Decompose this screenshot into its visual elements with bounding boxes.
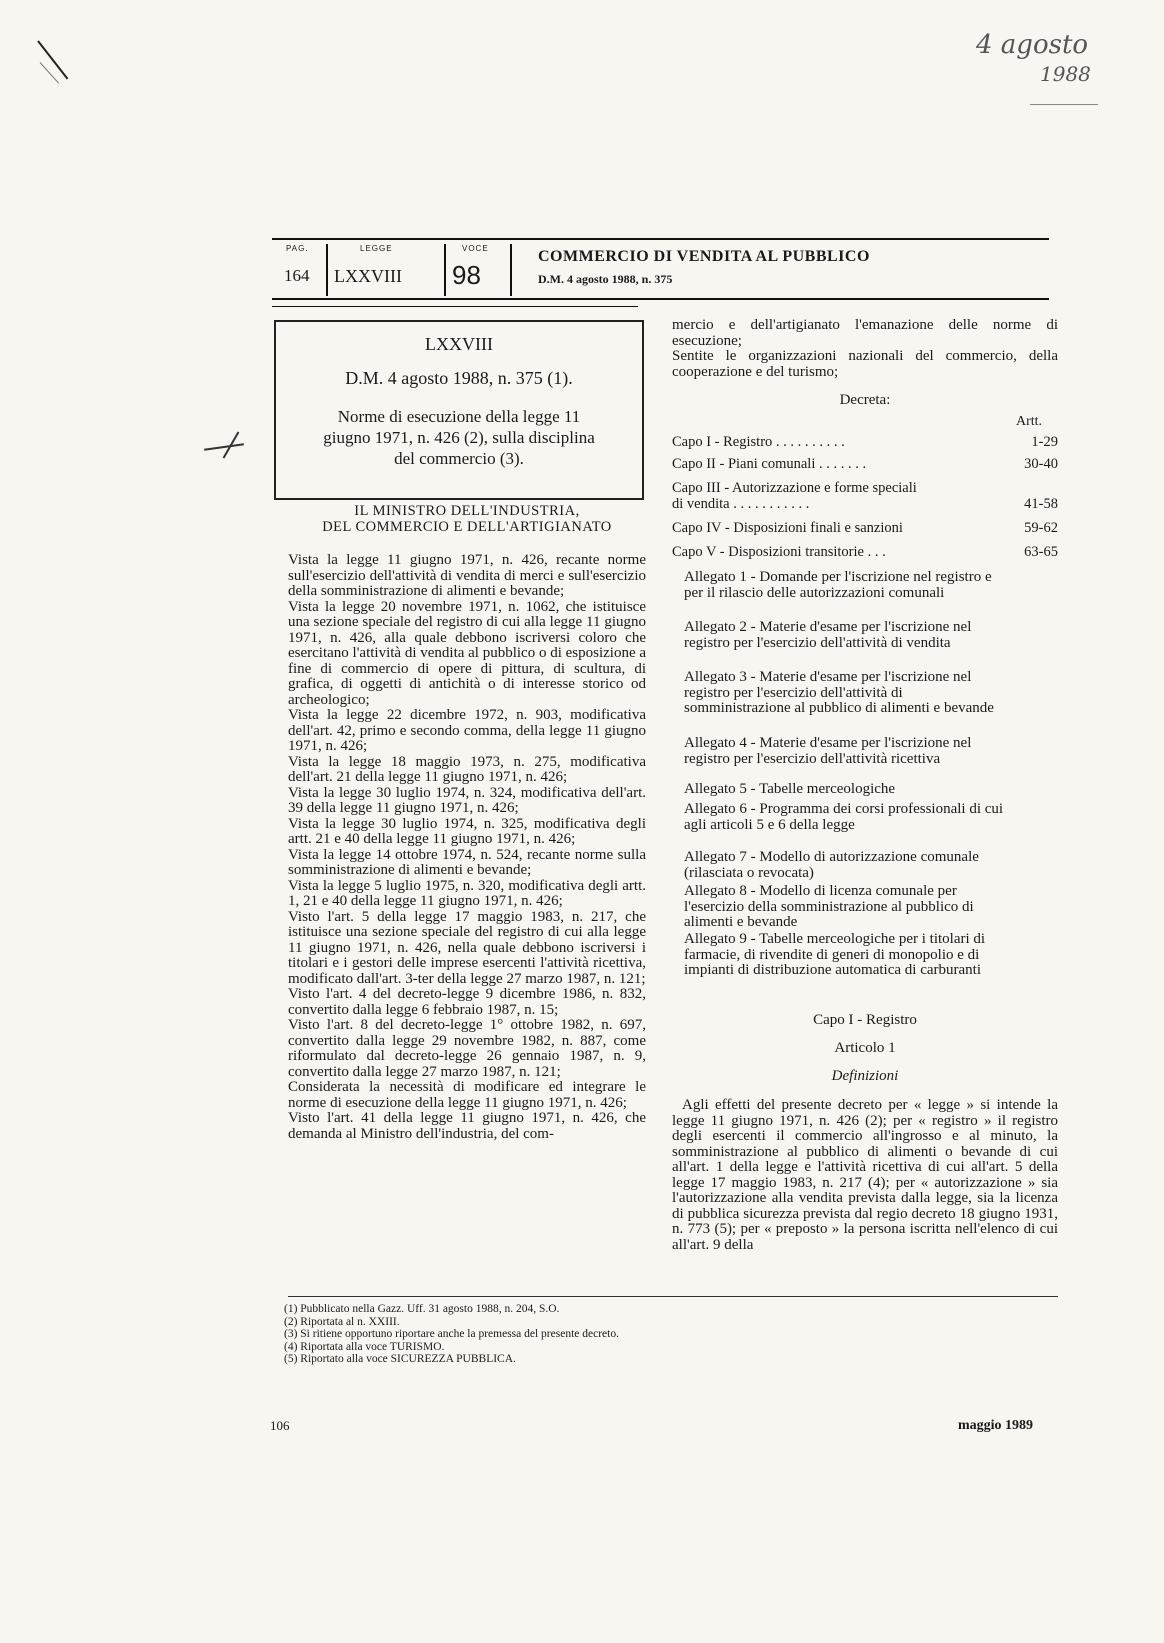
header-divider <box>444 244 446 296</box>
voce-value: 98 <box>452 260 481 290</box>
footnote: (3) Si ritiene opportuno riportare anche la premessa del presente decreto. <box>284 1328 619 1340</box>
header-divider <box>326 244 328 296</box>
decree-description <box>284 406 634 469</box>
toc-label-cont: di vendita . . . . . . . . . . . <box>672 496 810 512</box>
capo-heading-text: Capo I - Registro <box>813 1012 917 1028</box>
desc-line: giugno 1971, n. 426 (2), sulla disciplina <box>323 428 595 447</box>
legge-label: LEGGE <box>360 244 393 253</box>
desc-line: del commercio (3). <box>394 449 524 468</box>
pag-label: PAG. <box>286 244 309 253</box>
allegato: Allegato 2 - Materie d'esame per l'iscrizione nel registro per l'esercizio dell'attività di vendita <box>684 619 972 651</box>
allegato: Allegato 5 - Tabelle merceologiche <box>684 781 896 797</box>
desc-line: Norme di esecuzione della legge 11 <box>337 407 581 426</box>
margin-mark <box>204 443 244 451</box>
footnote: (5) Riportato alla voce SICUREZZA PUBBLICA. <box>284 1353 516 1365</box>
allegato: Allegato 6 - Programma dei corsi professionali di cui agli articoli 5 e 6 della legge <box>684 801 1004 833</box>
header-divider <box>510 244 512 296</box>
allegato: Allegato 9 - Tabelle merceologiche per i titolari di farmacie, di rivendite di generi di monopolio e di impianti di distribuzione automatica di carburanti <box>684 931 986 978</box>
allegato: Allegato 7 - Modello di autorizzazione comunale (rilasciata o revocata) <box>684 849 979 881</box>
toc-articles: 59-62 <box>1024 520 1058 536</box>
toc-label: Capo V - Disposizioni transitorie . . . <box>672 544 886 560</box>
preamble-paragraph: Visto l'art. 41 della legge 11 giugno 1971, n. 426, che demanda al Ministro dell'industria, del com- <box>288 1110 646 1142</box>
pen-stroke <box>37 40 68 79</box>
preamble-paragraph: Vista la legge 22 dicembre 1972, n. 903, modificativa dell'art. 42, primo e secondo comma, della legge 11 giugno 1971, n. 426; <box>288 707 646 754</box>
allegato: Allegato 4 - Materie d'esame per l'iscrizione nel registro per l'esercizio dell'attività ricettiva <box>684 735 972 767</box>
footnote: (1) Pubblicato nella Gazz. Uff. 31 agosto 1988, n. 204, S.O. <box>284 1303 560 1315</box>
footnote: (2) Riportata al n. XXIII. <box>284 1315 400 1328</box>
article-heading: Articolo 1 <box>834 1040 896 1056</box>
preamble-paragraph: Vista la legge 11 giugno 1971, n. 426, recante norme sull'esercizio dell'attività di vendita di merci e sull'esercizio della somministrazione di alimenti e bevande; <box>288 552 646 599</box>
toc-articles: 63-65 <box>1024 544 1058 560</box>
intro-paragraph: Sentite le organizzazioni nazionali del commercio, della cooperazione e del turismo; <box>672 348 1058 380</box>
handwritten-date-line1: 4 agosto <box>976 30 1089 60</box>
toc-articles: 1-29 <box>1031 434 1058 450</box>
footnote-rule-full <box>288 1296 1058 1297</box>
preamble-paragraph: Visto l'art. 8 del decreto-legge 1° ottobre 1982, n. 697, convertito dalla legge 29 novembre 1982, n. 887, come riformulato dal decreto-legge 26 gennaio 1987, n. 9, convertito dalla legge 27 marzo 1987, n. 121; <box>288 1017 646 1080</box>
allegato: Allegato 1 - Domande per l'iscrizione nel registro e per il rilascio delle autorizzazioni comunali <box>684 569 992 601</box>
legge-value: LXXVIII <box>334 266 402 286</box>
heading-line: IL MINISTRO DELL'INDUSTRIA, <box>354 503 580 519</box>
heading-line: DEL COMMERCIO E DELL'ARTIGIANATO <box>322 519 612 535</box>
toc-label: Capo II - Piani comunali . . . . . . . <box>672 456 867 472</box>
right-intro <box>672 318 1058 380</box>
article-1-text: Agli effetti del presente decreto per « legge » si intende la legge 11 giugno 1971, n. 426 (2); per « registro » il registro degli esercenti il commercio all'ingrosso e al minuto, la somministrazione al pubblico di alimenti o bevande di cui all'art. 1 della legge e l'attività ricettiva di cui all'art. 5 della legge 17 maggio 1983, n. 217 (4); per « autorizzazione » sia l'autorizzazione alla vendita prevista dalla legge, sia la licenza di pubblica sicurezza prevista dal regio decreto 18 giugno 1931, n. 773 (5); per « preposto » la persona iscritta nell'elenco di cui all'art. 9 della <box>672 1097 1058 1253</box>
running-header <box>272 238 1049 300</box>
page-number: 106 <box>270 1418 290 1433</box>
footnote: (4) Riportata alla voce TURISMO. <box>284 1340 445 1353</box>
header-subtitle: D.M. 4 agosto 1988, n. 375 <box>538 272 673 286</box>
issue-date: maggio 1989 <box>958 1418 1034 1433</box>
minister-heading <box>288 503 646 535</box>
law-number: LXXVIII <box>425 334 493 354</box>
pag-value: 164 <box>284 266 310 285</box>
decreta-heading: Decreta: <box>839 392 891 408</box>
handwritten-underline <box>1030 104 1098 105</box>
preamble-paragraph: Vista la legge 18 maggio 1973, n. 275, modificativa dell'art. 21 della legge 11 giugno 1971, n. 426; <box>288 753 646 785</box>
header-title: COMMERCIO DI VENDITA AL PUBBLICO <box>538 248 870 265</box>
allegato: Allegato 8 - Modello di licenza comunale per l'esercizio della somministrazione al pubblico di alimenti e bevande <box>684 883 974 930</box>
intro-paragraph: mercio e dell'artigianato l'emanazione delle norme di esecuzione; <box>672 317 1058 349</box>
toc-articles: 41-58 <box>1024 496 1058 512</box>
toc-label: Capo I - Registro . . . . . . . . . . <box>672 434 845 450</box>
preamble-paragraph: Visto l'art. 4 del decreto-legge 9 dicembre 1986, n. 832, convertito dalla legge 6 febbraio 1987, n. 15; <box>288 986 646 1018</box>
left-column-text <box>288 553 646 1142</box>
preamble-paragraph: Vista la legge 30 luglio 1974, n. 324, modificativa dell'art. 39 della legge 11 giugno 1971, n. 426; <box>288 784 646 816</box>
footnotes <box>284 1303 650 1366</box>
preamble-paragraph: Vista la legge 14 ottobre 1974, n. 524, recante norme sulla somministrazione di alimenti e bevande; <box>288 846 646 878</box>
toc-label: Capo IV - Disposizioni finali e sanzioni <box>672 520 903 536</box>
capo-heading <box>672 1012 1058 1029</box>
artt-label: Artt. <box>1016 414 1043 429</box>
allegato: Allegato 3 - Materie d'esame per l'iscrizione nel registro per l'esercizio dell'attività di somministrazione al pubblico di alimenti e bevande <box>684 669 994 716</box>
preamble-paragraph: Vista la legge 30 luglio 1974, n. 325, modificativa degli artt. 21 e 40 della legge 11 giugno 1971, n. 426; <box>288 815 646 847</box>
toc-articles: 30-40 <box>1024 456 1058 472</box>
preamble-paragraph: Vista la legge 5 luglio 1975, n. 320, modificativa degli artt. 1, 21 e 40 della legge 11 giugno 1971, n. 426; <box>288 877 646 909</box>
article-subheading: Definizioni <box>831 1068 899 1084</box>
handwritten-date-line2: 1988 <box>1040 62 1091 86</box>
toc-label: Capo III - Autorizzazione e forme speciali <box>672 480 917 496</box>
decree-reference: D.M. 4 agosto 1988, n. 375 (1). <box>345 368 573 388</box>
voce-label: VOCE <box>462 244 489 253</box>
decree-title-box <box>274 320 644 500</box>
preamble-paragraph: Considerata la necessità di modificare ed integrare le norme di esecuzione della legge 11 giugno 1971, n. 426; <box>288 1079 646 1111</box>
preamble-paragraph: Vista la legge 20 novembre 1971, n. 1062, che istituisce una sezione speciale del registro di cui alla legge 11 giugno 1971, n. 426, alla quale debbono iscriversi coloro che esercitano l'attività di vendita al pubblico o di esposizione a fine di commercio di opere di pittura, di scultura, di grafica, di oggetti di antichità o di interesse storico od archeologico; <box>288 598 647 708</box>
box-top-rule <box>272 306 638 307</box>
preamble-paragraph: Visto l'art. 5 della legge 17 maggio 1983, n. 217, che istituisce una sezione speciale del registro di cui alla legge 11 giugno 1971, n. 426, nella quale debbono iscriversi i titolari e i gestori delle imprese esercenti l'attività ricettiva, modificato dall'art. 3-ter della legge 27 marzo 1987, n. 121; <box>288 908 646 987</box>
